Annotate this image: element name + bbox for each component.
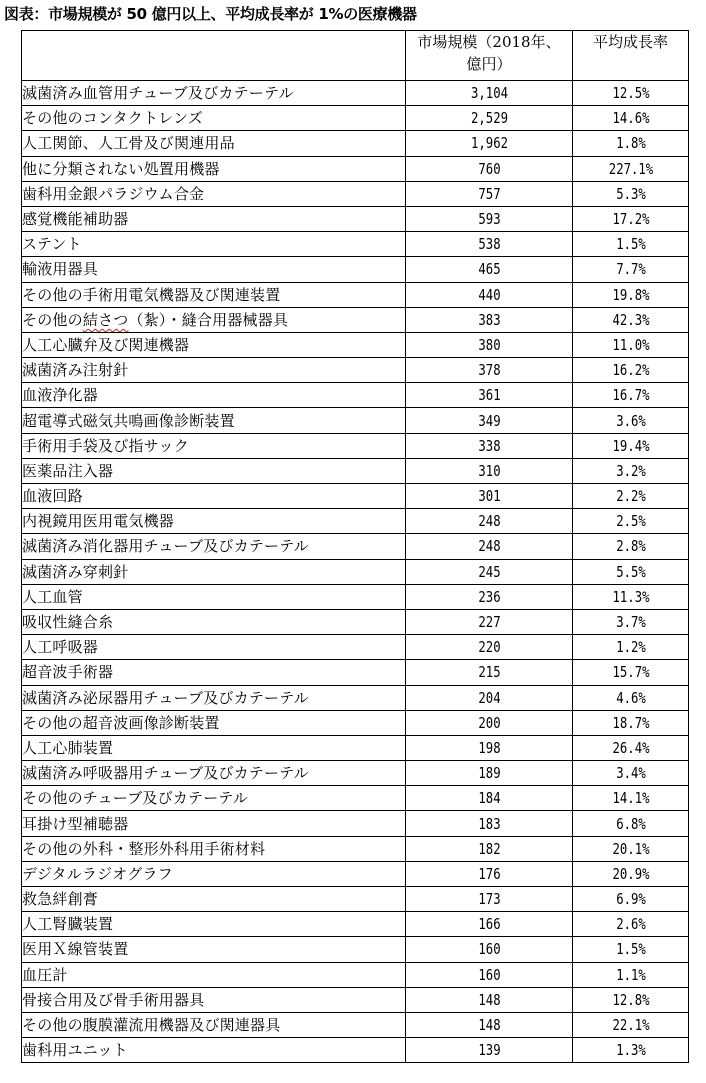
device-name: 人工腎臓装置 — [22, 912, 406, 937]
growth-rate: 1.8% — [583, 131, 678, 156]
table-row — [22, 710, 689, 735]
device-name: 吸収性縫合糸 — [22, 609, 406, 634]
growth-rate: 12.8% — [583, 987, 678, 1012]
device-name: 感覚機能補助器 — [22, 206, 406, 231]
growth-rate: 3.7% — [583, 609, 678, 634]
market-size: 148 — [421, 987, 558, 1012]
table-row — [22, 383, 689, 408]
device-name: その他の腹膜灌流用機器及び関連器具 — [22, 1012, 406, 1037]
table-row — [22, 433, 689, 458]
device-name: 超電導式磁気共鳴画像診断装置 — [22, 408, 406, 433]
growth-rate: 3.4% — [583, 761, 678, 786]
market-size: 3,104 — [421, 81, 558, 106]
device-name: 骨接合用及び骨手術用器具 — [22, 987, 406, 1012]
table-row — [22, 811, 689, 836]
device-name: 人工関節、人工骨及び関連用品 — [22, 131, 406, 156]
market-size: 204 — [421, 685, 558, 710]
market-size: 183 — [421, 811, 558, 836]
market-size: 2,529 — [421, 106, 558, 131]
table-row — [22, 232, 689, 257]
growth-rate: 19.8% — [583, 282, 678, 307]
market-size: 220 — [421, 635, 558, 660]
market-size: 383 — [421, 307, 558, 332]
growth-rate: 16.2% — [583, 358, 678, 383]
device-name: 血圧計 — [22, 962, 406, 987]
table-row — [22, 1012, 689, 1037]
device-name: 超音波手術器 — [22, 660, 406, 685]
market-size: 236 — [421, 584, 558, 609]
table-row — [22, 1038, 689, 1063]
device-name: 歯科用金銀パラジウム合金 — [22, 181, 406, 206]
market-size: 465 — [421, 257, 558, 282]
market-size: 160 — [421, 962, 558, 987]
device-name: 血液回路 — [22, 484, 406, 509]
growth-rate: 20.1% — [583, 836, 678, 861]
market-size: 248 — [421, 509, 558, 534]
growth-rate: 18.7% — [583, 710, 678, 735]
market-size: 139 — [421, 1038, 558, 1063]
device-name: 人工血管 — [22, 584, 406, 609]
market-size: 166 — [421, 912, 558, 937]
device-name: 他に分類されない処置用機器 — [22, 156, 406, 181]
market-size: 538 — [421, 232, 558, 257]
device-name: その他のチューブ及びカテーテル — [22, 786, 406, 811]
device-name: 人工心肺装置 — [22, 735, 406, 760]
market-size: 198 — [421, 735, 558, 760]
device-name: 人工呼吸器 — [22, 635, 406, 660]
table-row — [22, 962, 689, 987]
table-row — [22, 106, 689, 131]
device-name-prefix: その他の — [22, 310, 83, 329]
table-row — [22, 685, 689, 710]
growth-rate: 12.5% — [583, 81, 678, 106]
device-name: その他の外科・整形外科用手術材料 — [22, 836, 406, 861]
table-row — [22, 836, 689, 861]
growth-rate: 2.6% — [583, 912, 678, 937]
device-name: 滅菌済み穿刺針 — [22, 559, 406, 584]
growth-rate: 2.2% — [583, 484, 678, 509]
growth-rate: 5.5% — [583, 559, 678, 584]
table-row — [22, 861, 689, 886]
market-size: 378 — [421, 358, 558, 383]
device-name: 血液浄化器 — [22, 383, 406, 408]
table-row — [22, 131, 689, 156]
table-row — [22, 181, 689, 206]
growth-rate: 17.2% — [583, 206, 678, 231]
market-size: 200 — [421, 710, 558, 735]
table-row — [22, 458, 689, 483]
medical-devices-table — [21, 30, 689, 1063]
growth-rate: 42.3% — [583, 307, 678, 332]
growth-rate: 1.5% — [583, 937, 678, 962]
growth-rate: 1.3% — [583, 1038, 678, 1063]
device-name: 救急絆創膏 — [22, 887, 406, 912]
market-size: 349 — [421, 408, 558, 433]
table-row — [22, 332, 689, 357]
growth-rate: 2.5% — [583, 509, 678, 534]
market-size: 1,962 — [421, 131, 558, 156]
table-row — [22, 937, 689, 962]
market-size: 310 — [421, 458, 558, 483]
growth-rate: 5.3% — [583, 181, 678, 206]
market-size: 148 — [421, 1012, 558, 1037]
device-name: 滅菌済み消化器用チューブ及びカテーテル — [22, 534, 406, 559]
table-row — [22, 912, 689, 937]
growth-rate: 20.9% — [583, 861, 678, 886]
table-row — [22, 584, 689, 609]
market-size: 301 — [421, 484, 558, 509]
device-name: その他の手術用電気機器及び関連装置 — [22, 282, 406, 307]
market-size: 380 — [421, 332, 558, 357]
table-header-row — [22, 31, 689, 81]
growth-rate: 26.4% — [583, 735, 678, 760]
market-size: 173 — [421, 887, 558, 912]
table-row — [22, 534, 689, 559]
growth-rate: 14.6% — [583, 106, 678, 131]
table-row — [22, 282, 689, 307]
table-row — [22, 609, 689, 634]
growth-rate: 6.9% — [583, 887, 678, 912]
market-size: 760 — [421, 156, 558, 181]
table-row — [22, 484, 689, 509]
device-name: 耳掛け型補聴器 — [22, 811, 406, 836]
device-name: その他の超音波画像診断装置 — [22, 710, 406, 735]
growth-rate: 7.7% — [583, 257, 678, 282]
market-size: 184 — [421, 786, 558, 811]
device-name: 手術用手袋及び指サック — [22, 433, 406, 458]
growth-rate: 1.2% — [583, 635, 678, 660]
device-name: 輸液用器具 — [22, 257, 406, 282]
table-row — [22, 206, 689, 231]
market-size: 361 — [421, 383, 558, 408]
market-size: 160 — [421, 937, 558, 962]
market-size: 248 — [421, 534, 558, 559]
growth-rate: 14.1% — [583, 786, 678, 811]
growth-rate: 19.4% — [583, 433, 678, 458]
table-row — [22, 761, 689, 786]
header-market-size: 市場規模（2018年、億円） — [406, 31, 573, 81]
device-name: 人工心臓弁及び関連機器 — [22, 332, 406, 357]
growth-rate: 227.1% — [583, 156, 678, 181]
table-row — [22, 887, 689, 912]
growth-rate: 16.7% — [583, 383, 678, 408]
growth-rate: 2.8% — [583, 534, 678, 559]
device-name: ステント — [22, 232, 406, 257]
device-name: 医薬品注入器 — [22, 458, 406, 483]
spellcheck-flagged-text: 結さつ — [82, 310, 129, 329]
table-row — [22, 509, 689, 534]
market-size: 227 — [421, 609, 558, 634]
table-row — [22, 81, 689, 106]
device-name: 内視鏡用医用電気機器 — [22, 509, 406, 534]
table-row — [22, 257, 689, 282]
device-name: 医用Ｘ線管装置 — [22, 937, 406, 962]
table-row — [22, 408, 689, 433]
device-name: 滅菌済み注射針 — [22, 358, 406, 383]
table-row — [22, 635, 689, 660]
growth-rate: 4.6% — [583, 685, 678, 710]
device-name: 滅菌済み血管用チューブ及びカテーテル — [22, 81, 406, 106]
market-size: 440 — [421, 282, 558, 307]
market-size: 757 — [421, 181, 558, 206]
growth-rate: 1.5% — [583, 232, 678, 257]
growth-rate: 11.0% — [583, 332, 678, 357]
growth-rate: 11.3% — [583, 584, 678, 609]
table-row — [22, 559, 689, 584]
table-row — [22, 660, 689, 685]
table-row — [22, 358, 689, 383]
table-row — [22, 987, 689, 1012]
table-row — [22, 735, 689, 760]
device-name: 歯科用ユニット — [22, 1038, 406, 1063]
table-row — [22, 156, 689, 181]
device-name — [22, 307, 406, 332]
growth-rate: 22.1% — [583, 1012, 678, 1037]
growth-rate: 15.7% — [583, 660, 678, 685]
market-size: 338 — [421, 433, 558, 458]
device-name: その他のコンタクトレンズ — [22, 106, 406, 131]
device-name: デジタルラジオグラフ — [22, 861, 406, 886]
growth-rate: 3.6% — [583, 408, 678, 433]
growth-rate: 6.8% — [583, 811, 678, 836]
market-size: 215 — [421, 660, 558, 685]
market-size: 176 — [421, 861, 558, 886]
figure-title: 図表：市場規模が 50 億円以上、平均成長率が 1%の医療機器 — [4, 5, 417, 23]
header-device-name — [22, 31, 406, 81]
market-size: 182 — [421, 836, 558, 861]
growth-rate: 1.1% — [583, 962, 678, 987]
table-row — [22, 307, 689, 332]
growth-rate: 3.2% — [583, 458, 678, 483]
market-size: 245 — [421, 559, 558, 584]
device-name: 滅菌済み泌尿器用チューブ及びカテーテル — [22, 685, 406, 710]
header-growth-rate: 平均成長率 — [573, 31, 689, 81]
table-row — [22, 786, 689, 811]
device-name: 滅菌済み呼吸器用チューブ及びカテーテル — [22, 761, 406, 786]
device-name-suffix: （紮）・縫合用器械器具 — [128, 310, 289, 329]
market-size: 593 — [421, 206, 558, 231]
market-size: 189 — [421, 761, 558, 786]
